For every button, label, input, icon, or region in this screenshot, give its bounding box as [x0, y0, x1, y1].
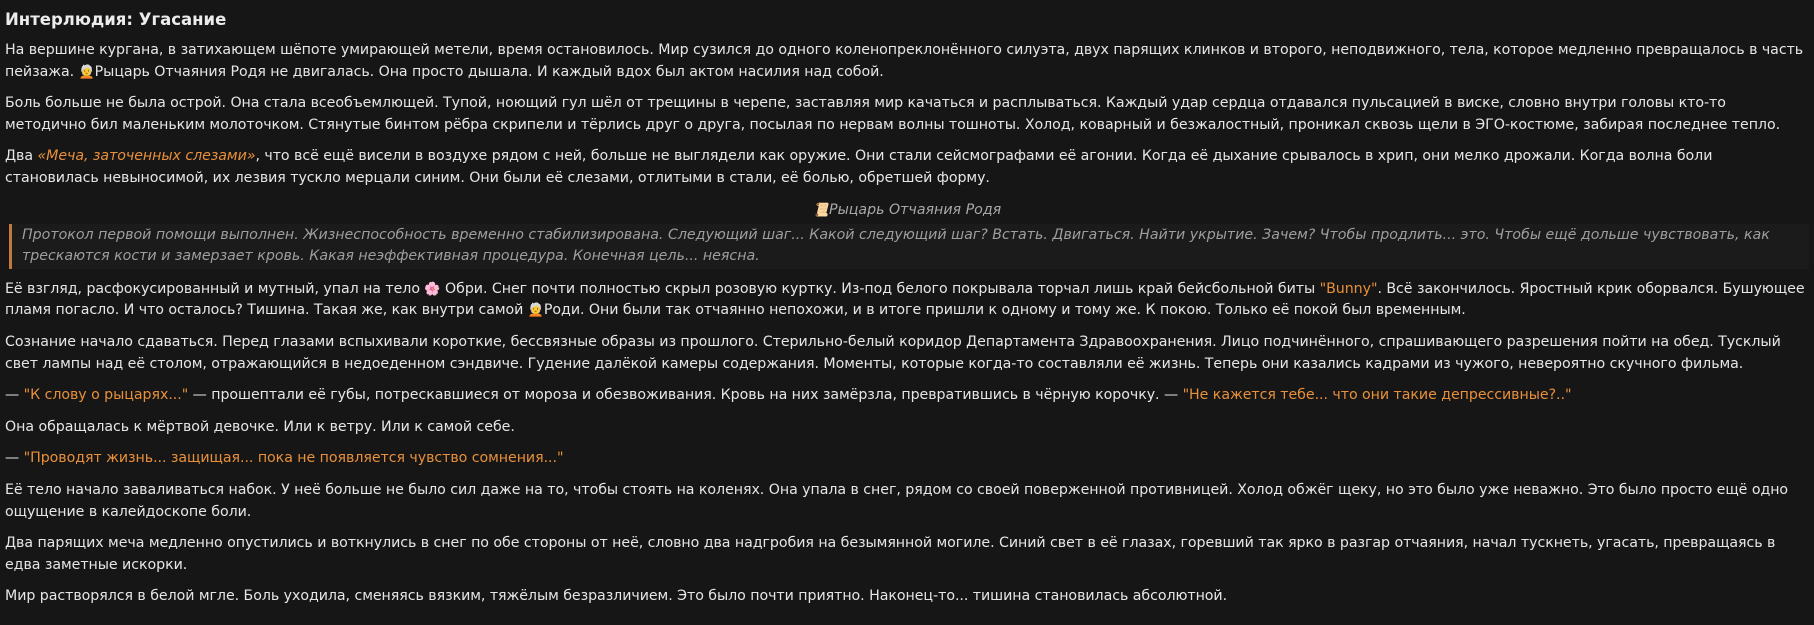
- swords-name: «Меча, заточенных слезами»: [37, 148, 256, 165]
- scroll-icon: 📜: [812, 202, 830, 218]
- paragraph-11: Мир растворялся в белой мгле. Боль уходила, сменяясь вязким, тяжёлым безразличием. Это было почти приятно. Наконец-то... тишина становилась абсолютной.: [5, 588, 1228, 605]
- dialogue-line-1: "К слову о рыцарях...": [23, 387, 189, 404]
- flower-icon: 🌸: [424, 281, 441, 297]
- quote-speaker: [5, 200, 1809, 221]
- paragraph-1-text: На вершине кургана, в затихающем шёпоте умирающей метели, время остановилось. Мир сузился до одного коленопреклонённого силуэта, двух парящих клинков и второго, неподвижного, тела, которое медленно превращалось в часть пейзажа.: [5, 42, 1804, 80]
- paragraph-5: Сознание начало сдаваться. Перед глазами вспыхивали короткие, бессвязные образы из прошлого. Стерильно-белый коридор Департамента Здравоохранения. Лицо подчинённого, спрашивающего разрешения пойти на обед. Тусклый свет лампы над её столом, отражающийся в недоеденном сэндвиче. Гудение далёкой камеры содержания. Моменты, которые когда-то составляли её жизнь. Теперь они казались кадрами из чужого, невероятно скучного фильма.: [5, 333, 1781, 372]
- paragraph-3: [5, 146, 1809, 189]
- paragraph-9: Её тело начало заваливаться набок. У неё больше не было сил даже на то, чтобы стоять на коленях. Она упала в снег, рядом со своей поверженной противницей. Холод обжёг щеку, но это было уже неважно. Это было просто ещё одно ощущение в калейдоскопе боли.: [5, 481, 1789, 520]
- roda-avatar-icon: 🧑‍🦳: [78, 64, 95, 80]
- paragraph-6-text: — прошептали её губы, потрескавшиеся от мороза и обезвоживания. Кровь на них замёрзла, превратившись в чёрную корочку. —: [188, 387, 1183, 404]
- paragraph-7: Она обращалась к мёртвой девочке. Или к ветру. Или к самой себе.: [5, 418, 515, 435]
- quote-speaker-name: Рыцарь Отчаяния Родя: [829, 201, 1002, 218]
- quote-block: Протокол первой помощи выполнен. Жизнеспособность временно стабилизирована. Следующий шаг... Какой следующий шаг? Встать. Двигаться. Найти укрытие. Зачем? Чтобы продлить... это. Чтобы ещё дольше чувствовать, как трескаются кости и замерзает кровь. Какая неэффективная процедура. Конечная цель... неясна.: [9, 224, 1809, 269]
- paragraph-2: Боль больше не была острой. Она стала всеобъемлющей. Тупой, ноющий гул шёл от трещины в черепе, заставляя мир качаться и расплываться. Каждый удар сердца отдавался пульсацией в виске, словно внутри головы кто-то методично бил маленьким молоточком. Стянутые бинтом рёбра скрипели и тёрлись друг о друга, посылая по нервам волны тошноты. Холод, коварный и безжалостный, проникал сквозь щели в ЭГО-костюме, забирая последнее тепло.: [5, 95, 1781, 133]
- dialogue-dash: —: [5, 387, 24, 404]
- paragraph-4-text-3: . Всё закончилось. Яростный крик оборвался. Бушующее пламя погасло. И что осталось? Тишина. Такая же, как внутри самой: [5, 280, 1805, 319]
- paragraph-3-text-2: , что всё ещё висели в воздухе рядом с ней, больше не выглядели как оружие. Они стали сейсмографами её агонии. Когда её дыхание срывалось в хрип, они мелко дрожали. Когда волна боли становилась невыносимой, их лезвия тускло мерцали синим. Они были её слезами, отлитыми в стали, её болью, обретшей форму.: [5, 148, 1713, 186]
- dialogue-dash: —: [5, 450, 24, 467]
- paragraph-4-text-4: Роди. Они были так отчаянно непохожи, и в итоге пришли к одному и тому же. К покою. Только её покой был временным.: [543, 302, 1466, 319]
- paragraph-4-text-2: Обри. Снег почти полностью скрыл розовую куртку. Из-под белого покрывала торчал лишь край бейсбольной биты: [445, 280, 1320, 297]
- paragraph-4: [5, 279, 1809, 322]
- paragraph-1-text-2: Рыцарь Отчаяния Родя не двигалась. Она просто дышала. И каждый вдох был актом насилия над собой.: [94, 63, 884, 80]
- paragraph-4-text: Её взгляд, расфокусированный и мутный, упал на тело: [5, 280, 420, 297]
- paragraph-6: [5, 385, 1809, 407]
- chapter-title: Интерлюдия: Угасание: [5, 10, 227, 29]
- dialogue-line-2: "Не кажется тебе... что они такие депрессивные?..": [1182, 387, 1572, 404]
- paragraph-10: Два парящих меча медленно опустились и воткнулись в снег по обе стороны от неё, словно два надгробия на безымянной могиле. Синий свет в её глазах, горевший так ярко в разгар отчаяния, начал тускнеть, угасать, превращаясь в едва заметные искорки.: [5, 535, 1776, 573]
- paragraph-3-text: Два: [5, 148, 38, 165]
- paragraph-8: [5, 448, 1809, 470]
- paragraph-1: [5, 40, 1809, 83]
- dialogue-line-3: "Проводят жизнь... защищая... пока не появляется чувство сомнения...": [23, 450, 564, 467]
- roda-avatar-icon: 🧑‍🦳: [527, 303, 544, 319]
- bunny-bat-name: "Bunny": [1319, 280, 1378, 297]
